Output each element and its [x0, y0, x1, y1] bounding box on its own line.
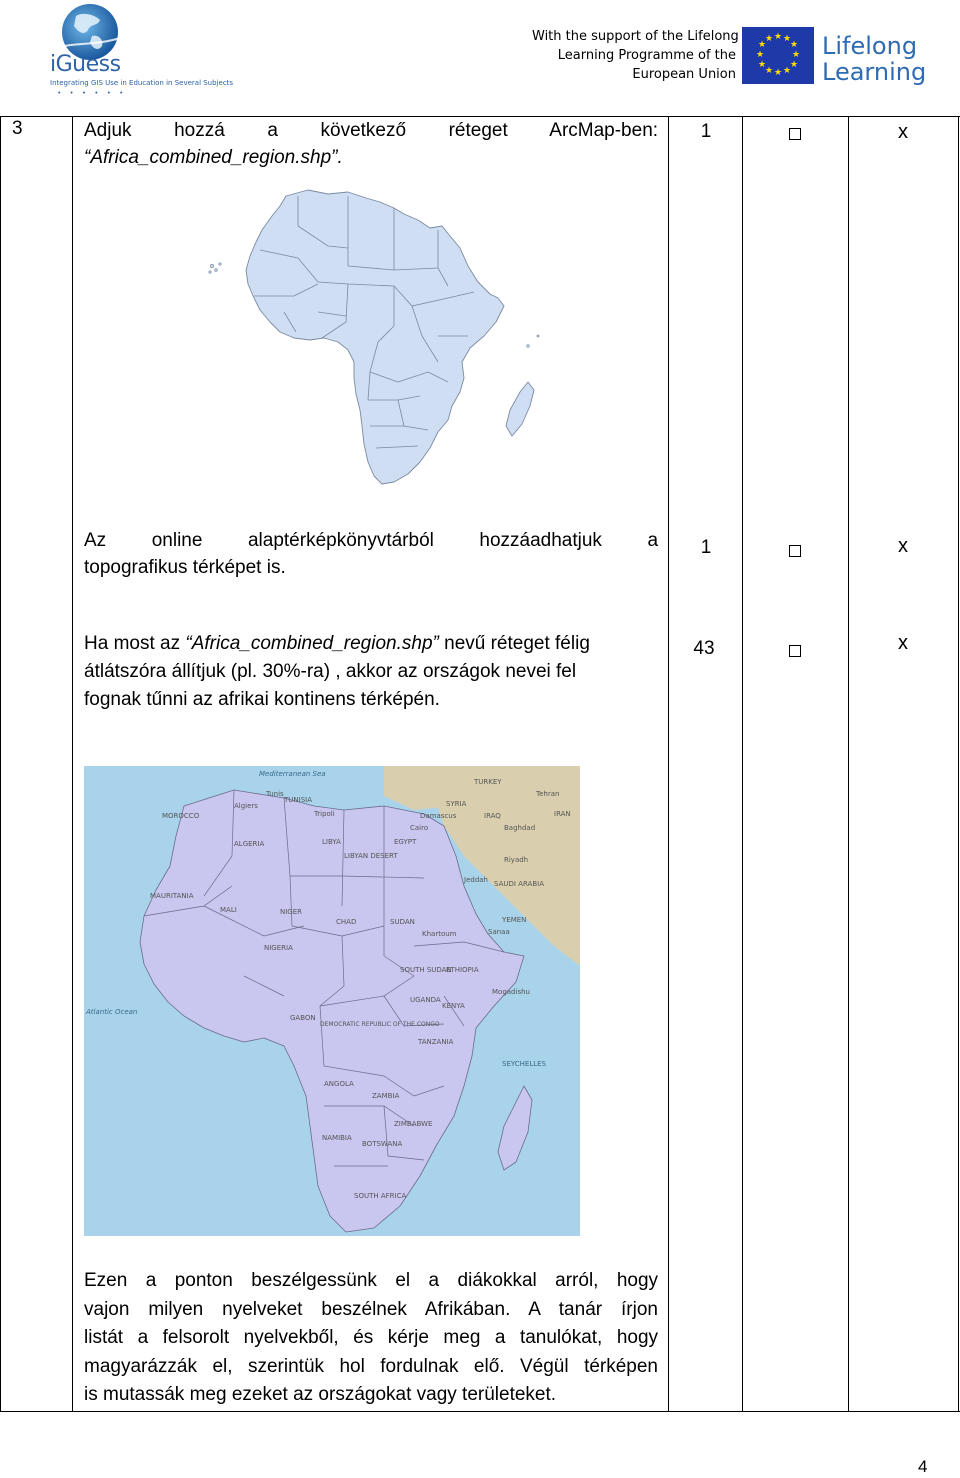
label-turkey: TURKEY	[474, 778, 502, 786]
task1-score: 1	[700, 121, 712, 142]
support-line-1: With the support of the Lifelong	[532, 29, 739, 44]
svg-text:★: ★	[764, 34, 774, 44]
label-namibia: NAMIBIA	[322, 1134, 352, 1142]
label-south-africa: SOUTH AFRICA	[354, 1192, 407, 1200]
svg-text:★: ★	[773, 32, 783, 42]
task2-mark: x	[898, 535, 908, 557]
task4-line1: Ezen a ponton beszélgessünk el a diákokkal arról, hogy	[84, 1270, 659, 1291]
label-algeria: ALGERIA	[234, 840, 265, 848]
label-drc: DEMOCRATIC REPUBLIC OF THE CONGO	[320, 1021, 440, 1028]
task3-score: 43	[693, 638, 715, 659]
page-number: 4	[918, 1457, 928, 1476]
africa-outline-map	[198, 186, 550, 486]
label-cairo: Cairo	[410, 824, 429, 832]
task2-score: 1	[700, 537, 712, 558]
task1-line1: Adjuk hozzá a következő réteget ArcMap-ben:	[84, 120, 659, 141]
task3-mark: x	[898, 632, 908, 654]
label-tunisia: TUNISIA	[284, 796, 312, 804]
label-algiers: Algiers	[234, 802, 258, 810]
table-col-line-1	[72, 116, 73, 1412]
label-seychelles: SEYCHELLES	[502, 1060, 546, 1068]
label-sudan: SUDAN	[390, 918, 415, 926]
label-libyan-desert: LIBYAN DESERT	[344, 852, 398, 860]
table-col-line-4	[848, 116, 849, 1412]
table-bottom-border	[0, 1411, 960, 1412]
label-iran: IRAN	[554, 810, 571, 818]
label-nigeria: NIGERIA	[264, 944, 293, 952]
support-text	[532, 27, 739, 84]
svg-text:★: ★	[757, 60, 767, 70]
label-mediterranean: Mediterranean Sea	[259, 770, 326, 778]
task3-line2: átlátszóra állítjuk (pl. 30%-ra) , akkor az országok nevei fel	[84, 661, 577, 682]
label-mogadishu: Mogadishu	[492, 988, 530, 996]
label-ethiopia: ETHIOPIA	[446, 966, 479, 974]
svg-text:★: ★	[789, 40, 799, 50]
task4-line5: is mutassák meg ezeket az országokat vagy területeket.	[84, 1384, 557, 1405]
label-tanzania: TANZANIA	[418, 1038, 454, 1046]
label-iraq: IRAQ	[484, 812, 501, 820]
task2-line1: Az online alaptérképkönyvtárból hozzáadhatjuk a	[84, 530, 659, 551]
support-line-2: Learning Programme of the	[557, 48, 736, 63]
brand-name: iGuess	[50, 52, 121, 77]
label-riyadh: Riyadh	[504, 856, 529, 864]
task4-line4: magyarázzák el, szerintük hol fordulnak elő. Végül térképen	[84, 1355, 659, 1377]
label-zambia: ZAMBIA	[372, 1092, 400, 1100]
lifelong-learning-logo	[822, 33, 926, 85]
task1-checkbox[interactable]	[789, 128, 801, 140]
brand-dots: • • • • • •	[58, 90, 127, 97]
label-syria: SYRIA	[446, 800, 467, 808]
task1-mark: x	[898, 121, 908, 143]
label-khartoum: Khartoum	[422, 930, 457, 938]
svg-text:★: ★	[757, 40, 767, 50]
topographic-map-svg	[84, 766, 580, 1236]
learning-word: Learning	[822, 58, 927, 86]
eu-flag-icon	[742, 27, 814, 84]
label-sanaa: Sanaa	[488, 928, 510, 936]
task1-line2: “Africa_combined_region.shp”.	[84, 147, 343, 168]
label-mali: MALI	[220, 906, 237, 914]
label-gabon: GABON	[290, 1014, 316, 1022]
svg-text:★: ★	[791, 50, 801, 60]
label-uganda: UGANDA	[410, 996, 441, 1004]
svg-text:★: ★	[764, 66, 774, 76]
task2-text	[84, 527, 658, 581]
label-libya: LIBYA	[322, 838, 341, 846]
table-col-line-0	[0, 116, 1, 1412]
task2-line2: topografikus térképet is.	[84, 557, 286, 578]
label-saudi-arabia: SAUDI ARABIA	[494, 880, 544, 888]
iguess-logo	[50, 2, 234, 97]
svg-text:★: ★	[782, 34, 792, 44]
task3-line3: fognak tűnni az afrikai kontinens térképén.	[84, 689, 440, 710]
table-col-line-3	[742, 116, 743, 1412]
task3-text	[84, 630, 658, 714]
label-tehran: Tehran	[536, 790, 560, 798]
label-tunis: Tunis	[266, 790, 284, 798]
svg-text:★: ★	[782, 66, 792, 76]
brand-tagline: Integrating GIS Use in Education in Several Subjects	[50, 79, 234, 87]
lifelong-word: Lifelong	[822, 32, 918, 60]
svg-text:★: ★	[755, 50, 765, 60]
label-zimbabwe: ZIMBABWE	[394, 1120, 433, 1128]
label-kenya: KENYA	[442, 1002, 465, 1010]
task4-text	[84, 1267, 658, 1410]
row-number: 3	[12, 118, 23, 139]
africa-topographic-map	[84, 766, 580, 1236]
label-tripoli: Tripoli	[314, 810, 335, 818]
support-line-3: European Union	[632, 67, 736, 82]
label-jeddah: Jeddah	[464, 876, 488, 884]
label-south-sudan: SOUTH SUDAN	[400, 966, 452, 974]
svg-text:★: ★	[773, 68, 783, 78]
label-baghdad: Baghdad	[504, 824, 536, 832]
label-botswana: BOTSWANA	[362, 1140, 403, 1148]
task4-line3: listát a felsorolt nyelvekből, és kérje meg a tanulókat, hogy	[84, 1327, 659, 1348]
label-egypt: EGYPT	[394, 838, 417, 846]
task3-checkbox[interactable]	[789, 645, 801, 657]
label-morocco: MOROCCO	[162, 812, 200, 820]
label-angola: ANGOLA	[324, 1080, 354, 1088]
task1-text	[84, 117, 658, 171]
task2-checkbox[interactable]	[789, 545, 801, 557]
task4-line2: vajon milyen nyelveket beszélnek Afrikában. A tanár írjon	[84, 1298, 658, 1320]
label-niger: NIGER	[280, 908, 303, 916]
label-mauritania: MAURITANIA	[150, 892, 194, 900]
label-damascus: Damascus	[420, 812, 457, 820]
label-chad: CHAD	[336, 918, 357, 926]
table-col-line-2	[668, 116, 669, 1412]
label-yemen: YEMEN	[502, 916, 527, 924]
table-col-line-5	[958, 116, 959, 1412]
svg-text:★: ★	[789, 60, 799, 70]
label-atlantic: Atlantic Ocean	[86, 1008, 138, 1016]
task3-line1: Ha most az “Africa_combined_region.shp” nevű réteget félig	[84, 633, 590, 654]
